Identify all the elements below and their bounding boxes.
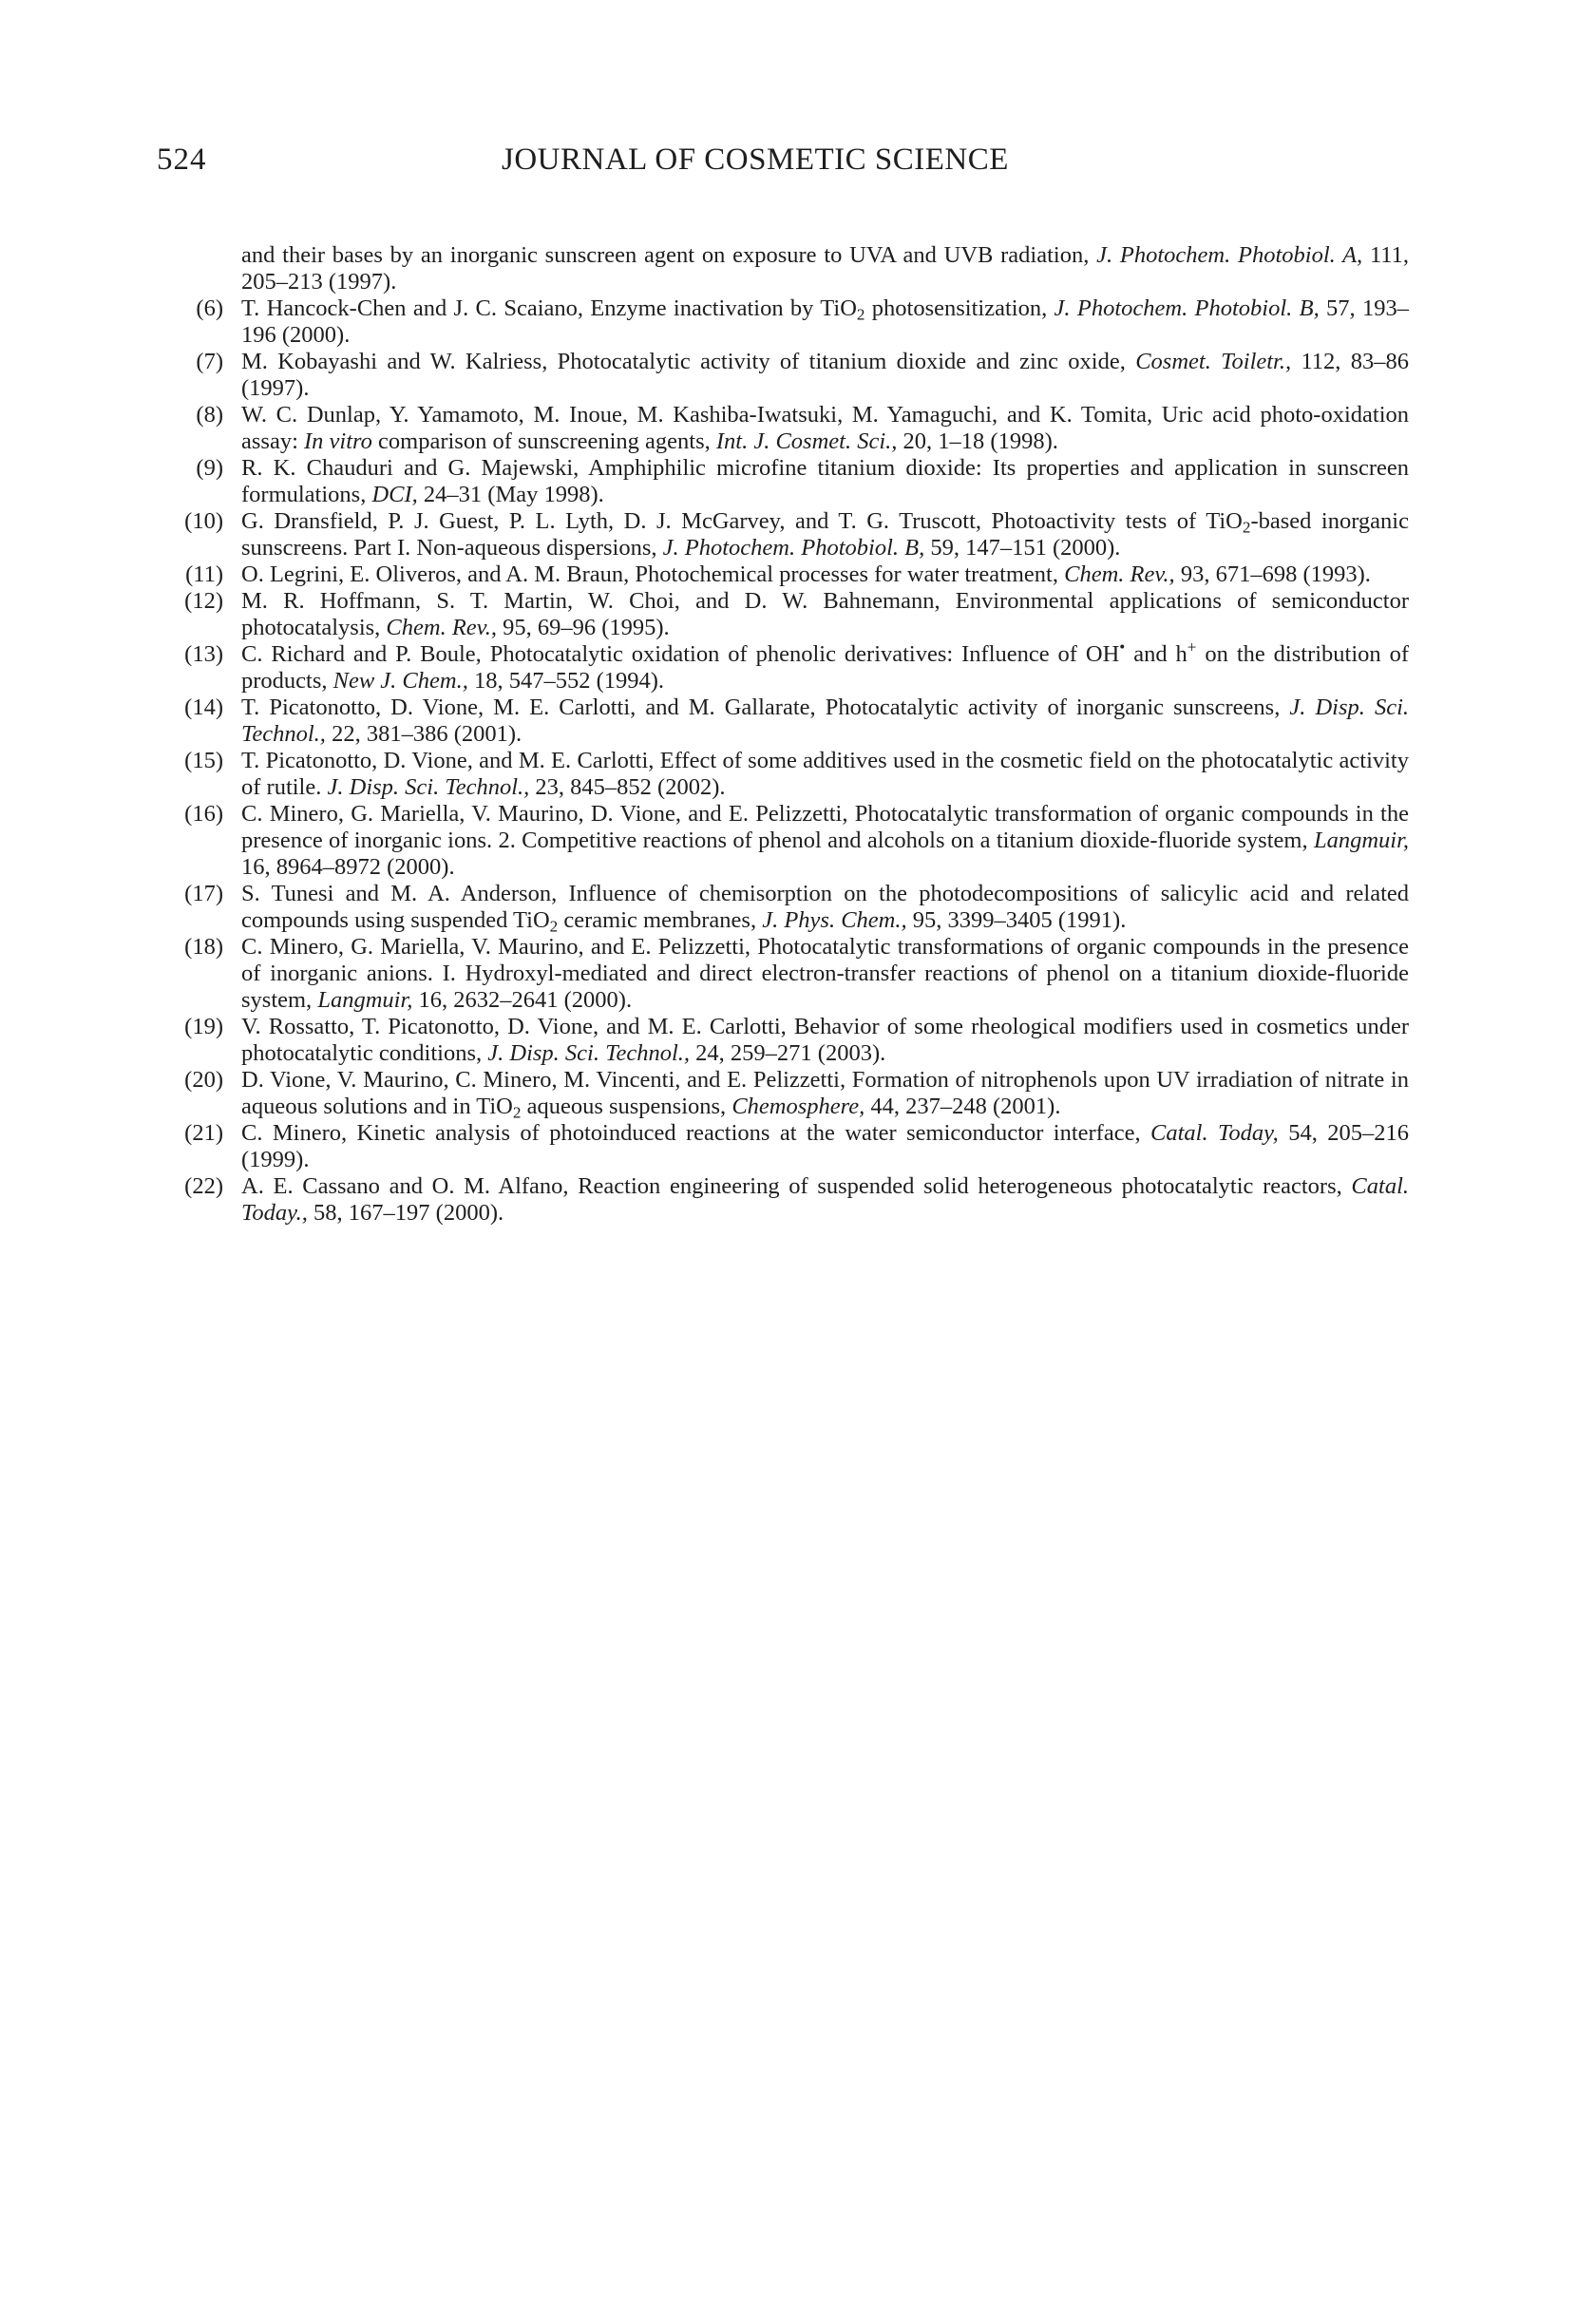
reference-pages: 381–386 (2001).	[366, 721, 522, 747]
reference-journal: J. Photochem. Photobiol. B,	[1054, 295, 1320, 321]
reference-text: T. Picatonotto, D. Vione, and M. E. Carlotti, Effect of some additives used in the cosmetic field on the photocatalytic activity of rutile.	[241, 748, 1409, 800]
reference-journal: J. Photochem. Photobiol. B,	[662, 535, 925, 561]
reference-text: S. Tunesi and M. A. Anderson, Influence of chemisorption on the photodecompositions of salicylic acid and related compounds using suspended TiO	[241, 881, 1409, 933]
reference-item-16	[184, 801, 1410, 881]
reference-number: (22)	[184, 1173, 223, 1199]
reference-volume: 20,	[902, 428, 933, 454]
reference-number: (20)	[184, 1067, 223, 1093]
reference-number: (12)	[184, 588, 223, 614]
reference-pages: 193–196 (2000).	[241, 295, 1409, 348]
reference-text: R. K. Chauduri and G. Majewski, Amphiphilic microfine titanium dioxide: Its properties and application in sunscreen formulations,	[241, 455, 1409, 507]
reference-pages: 237–248 (2001).	[905, 1094, 1061, 1119]
reference-journal: Langmuir,	[317, 987, 413, 1013]
reference-item-21	[184, 1120, 1410, 1173]
reference-pages: 147–151 (2000).	[965, 535, 1121, 561]
reference-journal: DCI,	[371, 482, 418, 507]
reference-journal: Langmuir,	[1313, 828, 1410, 853]
reference-number: (17)	[184, 881, 223, 906]
reference-pages: 24–31 (May 1998).	[423, 482, 604, 507]
reference-item-10	[184, 508, 1409, 561]
reference-text: C. Minero, Kinetic analysis of photoinduced reactions at the water semiconductor interface,	[241, 1120, 1141, 1146]
reference-item-5-continued	[223, 242, 1409, 295]
reference-number: (15)	[184, 748, 223, 773]
reference-item-22	[184, 1173, 1410, 1227]
reference-pages: 547–552 (1994).	[508, 668, 665, 694]
reference-item-9	[196, 455, 1409, 508]
reference-journal: Cosmet. Toiletr.,	[1135, 349, 1292, 374]
reference-volume: 111,	[1369, 242, 1410, 268]
reference-item-15	[184, 748, 1409, 801]
subscript: 2	[1242, 518, 1251, 537]
reference-volume: 23,	[535, 774, 565, 800]
reference-number: (8)	[196, 402, 223, 428]
reference-volume: 18,	[473, 668, 504, 694]
reference-volume: 58,	[314, 1200, 343, 1226]
reference-text: M. Kobayashi and W. Kalriess, Photocatalytic activity of titanium dioxide and zinc oxide,	[241, 349, 1126, 374]
running-head-journal-title: JOURNAL OF COSMETIC SCIENCE	[502, 143, 1009, 177]
reference-volume: 16,	[418, 987, 448, 1013]
reference-number: (19)	[184, 1014, 223, 1039]
reference-text: V. Rossatto, T. Picatonotto, D. Vione, and M. E. Carlotti, Behavior of some rheological modifiers used in cosmetics under photocatalytic conditions,	[241, 1014, 1409, 1066]
reference-volume: 112,	[1301, 349, 1341, 374]
reference-text: G. Dransfield, P. J. Guest, P. L. Lyth, D. J. McGarvey, and T. G. Truscott, Photoactivity tests of TiO	[241, 508, 1243, 534]
reference-number: (16)	[184, 801, 223, 827]
reference-pages: 205–216 (1999).	[241, 1120, 1410, 1172]
reference-number: (11)	[185, 561, 223, 587]
reference-pages: 205–213 (1997).	[241, 269, 397, 295]
reference-volume: 59,	[930, 535, 960, 561]
reference-text: O. Legrini, E. Oliveros, and A. M. Braun, Photochemical processes for water treatment,	[241, 561, 1058, 587]
reference-text-cont: comparison of sunscreening agents,	[378, 428, 711, 454]
reference-item-20	[184, 1067, 1409, 1122]
reference-item-11	[185, 561, 1409, 588]
reference-journal: J. Disp. Sci. Technol.,	[487, 1040, 691, 1066]
superscript-radical: •	[1119, 638, 1126, 657]
reference-text-mid: and h	[1125, 641, 1188, 667]
reference-pages: 83–86 (1997).	[241, 349, 1410, 401]
reference-journal: Chemosphere,	[732, 1094, 865, 1119]
reference-item-7	[196, 349, 1410, 402]
reference-pages: 3399–3405 (1991).	[947, 907, 1127, 933]
reference-item-17	[184, 881, 1409, 936]
subscript: 2	[856, 305, 865, 324]
reference-journal: Chem. Rev.,	[1064, 561, 1175, 587]
reference-volume: 44,	[870, 1094, 901, 1119]
reference-number: (10)	[184, 508, 223, 534]
reference-number: (21)	[184, 1120, 223, 1146]
reference-number: (18)	[184, 934, 223, 960]
reference-item-12	[184, 588, 1409, 641]
reference-journal: J. Photochem. Photobiol. A,	[1096, 242, 1363, 268]
page-number: 524	[157, 143, 207, 177]
reference-journal: Catal. Today.,	[241, 1173, 1410, 1226]
reference-volume: 57,	[1326, 295, 1356, 321]
reference-number: (6)	[196, 295, 223, 321]
reference-journal: Catal. Today,	[1150, 1120, 1279, 1146]
reference-text-cont: ceramic membranes,	[558, 907, 757, 933]
reference-volume: 95,	[503, 615, 532, 640]
reference-pages: 167–197 (2000).	[348, 1200, 504, 1226]
reference-volume: 16,	[241, 854, 271, 880]
reference-number: (9)	[196, 455, 223, 481]
reference-item-18	[184, 934, 1409, 1014]
reference-item-13	[184, 638, 1410, 695]
reference-journal: J. Disp. Sci. Technol.,	[327, 774, 530, 800]
reference-journal: Int. J. Cosmet. Sci.,	[715, 428, 898, 454]
reference-item-8	[196, 402, 1409, 455]
reference-volume: 95,	[912, 907, 942, 933]
reference-journal: J. Phys. Chem.,	[762, 907, 907, 933]
reference-volume: 22,	[332, 721, 361, 747]
reference-journal: New J. Chem.,	[332, 668, 468, 694]
superscript-plus: +	[1187, 638, 1197, 657]
reference-text: T. Picatonotto, D. Vione, M. E. Carlotti, and M. Gallarate, Photocatalytic activity of inorganic sunscreens,	[241, 695, 1281, 720]
reference-pages: 845–852 (2002).	[570, 774, 726, 800]
reference-text: W. C. Dunlap, Y. Yamamoto, M. Inoue, M. Kashiba-Iwatsuki, M. Yamaguchi, and K. Tomita, Uric acid photo-oxidation assay:	[241, 402, 1409, 454]
reference-item-6	[196, 295, 1409, 349]
reference-pages: 8964–8972 (2000).	[276, 854, 455, 880]
reference-item-19	[184, 1014, 1409, 1067]
page-header	[0, 139, 1596, 181]
reference-volume: 24,	[695, 1040, 725, 1066]
reference-pages: 2632–2641 (2000).	[453, 987, 633, 1013]
reference-text-cont: on the distribution of products,	[241, 641, 1410, 694]
reference-text: M. R. Hoffmann, S. T. Martin, W. Choi, and D. W. Bahnemann, Environmental applications of semiconductor photocatalysis,	[241, 588, 1409, 640]
subscript: 2	[512, 1103, 522, 1122]
reference-journal: Chem. Rev.,	[386, 615, 497, 640]
reference-text: C. Minero, G. Mariella, V. Maurino, and E. Pelizzetti, Photocatalytic transformations of organic compounds in the presence of inorganic anions. I. Hydroxyl-mediated and direct electron-transfer reactions of phenol on a titanium dioxide-fluoride system,	[241, 934, 1409, 1013]
reference-text: and their bases by an inorganic sunscreen agent on exposure to UVA and UVB radiation,	[241, 242, 1090, 268]
reference-text-cont: -based inorganic sunscreens. Part I. Non-aqueous dispersions,	[241, 508, 1409, 561]
reference-journal: J. Disp. Sci. Technol.,	[241, 695, 1410, 747]
reference-text-cont: photosensitization,	[864, 295, 1048, 321]
reference-text: C. Richard and P. Boule, Photocatalytic oxidation of phenolic derivatives: Influence of OH	[241, 641, 1120, 667]
reference-italic-phrase: In vitro	[304, 428, 372, 454]
reference-list	[184, 242, 1410, 1227]
reference-pages: 671–698 (1993).	[1215, 561, 1371, 587]
reference-text-cont: aqueous suspensions,	[521, 1094, 727, 1119]
reference-item-14	[184, 695, 1410, 748]
reference-text: A. E. Cassano and O. M. Alfano, Reaction engineering of suspended solid heterogeneous photocatalytic reactors,	[241, 1173, 1342, 1199]
reference-number: (13)	[184, 641, 223, 667]
reference-number: (7)	[196, 349, 223, 374]
reference-number: (14)	[184, 695, 223, 720]
reference-pages: 1–18 (1998).	[938, 428, 1058, 454]
reference-text: T. Hancock-Chen and J. C. Scaiano, Enzyme inactivation by TiO	[241, 295, 857, 321]
reference-pages: 69–96 (1995).	[537, 615, 670, 640]
reference-text: D. Vione, V. Maurino, C. Minero, M. Vincenti, and E. Pelizzetti, Formation of nitrophenols upon UV irradiation of nitrate in aqueous solutions and in TiO	[241, 1067, 1409, 1119]
subscript: 2	[549, 917, 559, 936]
reference-pages: 259–271 (2003).	[730, 1040, 886, 1066]
reference-text: C. Minero, G. Mariella, V. Maurino, D. Vione, and E. Pelizzetti, Photocatalytic transformation of organic compounds in the presence of inorganic ions. 2. Competitive reactions of phenol and alcohols on a titanium dioxide-fluoride system,	[241, 801, 1409, 853]
reference-volume: 54,	[1288, 1120, 1318, 1146]
reference-volume: 93,	[1180, 561, 1210, 587]
